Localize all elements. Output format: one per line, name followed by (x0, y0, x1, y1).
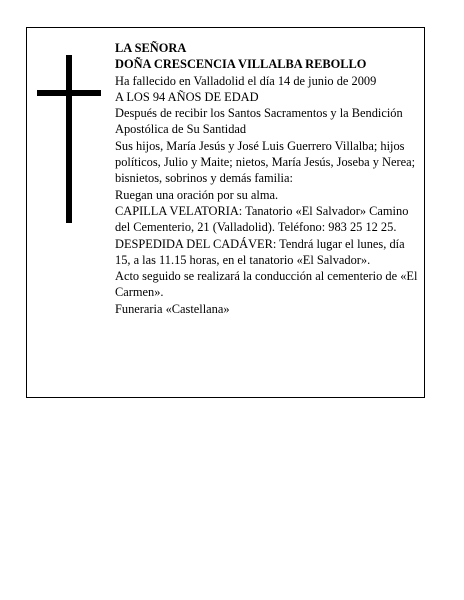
cross-horizontal-bar (37, 90, 101, 96)
prayer-request-line: Ruegan una oración por su alma. (115, 187, 279, 202)
family-line: Sus hijos, María Jesús y José Luis Guerrero Villalba; hijos políticos, Julio y Maite; nietos, María Jesús, Joseba y Nerea; bisnietos, sobrinos y demás familia: (115, 138, 416, 186)
sacraments-line: Después de recibir los Santos Sacramentos y la Bendición Apostólica de Su Santidad (115, 106, 403, 137)
cross-icon (37, 55, 101, 223)
death-date-line: Ha fallecido en Valladolid el día 14 de junio de 2009 (115, 73, 377, 88)
funeral-home-line: Funeraria «Castellana» (115, 301, 230, 316)
procession-line: Acto seguido se realizará la conducción al cementerio de «El Carmen». (115, 269, 418, 300)
cross-vertical-bar (66, 55, 72, 223)
chapel-line: CAPILLA VELATORIA: Tanatorio «El Salvador» Camino del Cementerio, 21 (Valladolid). Teléfono: 983 25 12 25. (115, 203, 409, 235)
farewell-line: DESPEDIDA DEL CADÁVER: Tendrá lugar el lunes, día 15, a las 11.15 horas, en el tanatorio «El Salvador». (115, 236, 405, 267)
obituary-notice (26, 27, 425, 398)
deceased-name: DOÑA CRESCENCIA VILLALBA REBOLLO (115, 57, 367, 72)
obituary-text (115, 40, 420, 317)
age-line: A LOS 94 AÑOS DE EDAD (115, 89, 259, 104)
notice-heading: LA SEÑORA (115, 41, 187, 55)
